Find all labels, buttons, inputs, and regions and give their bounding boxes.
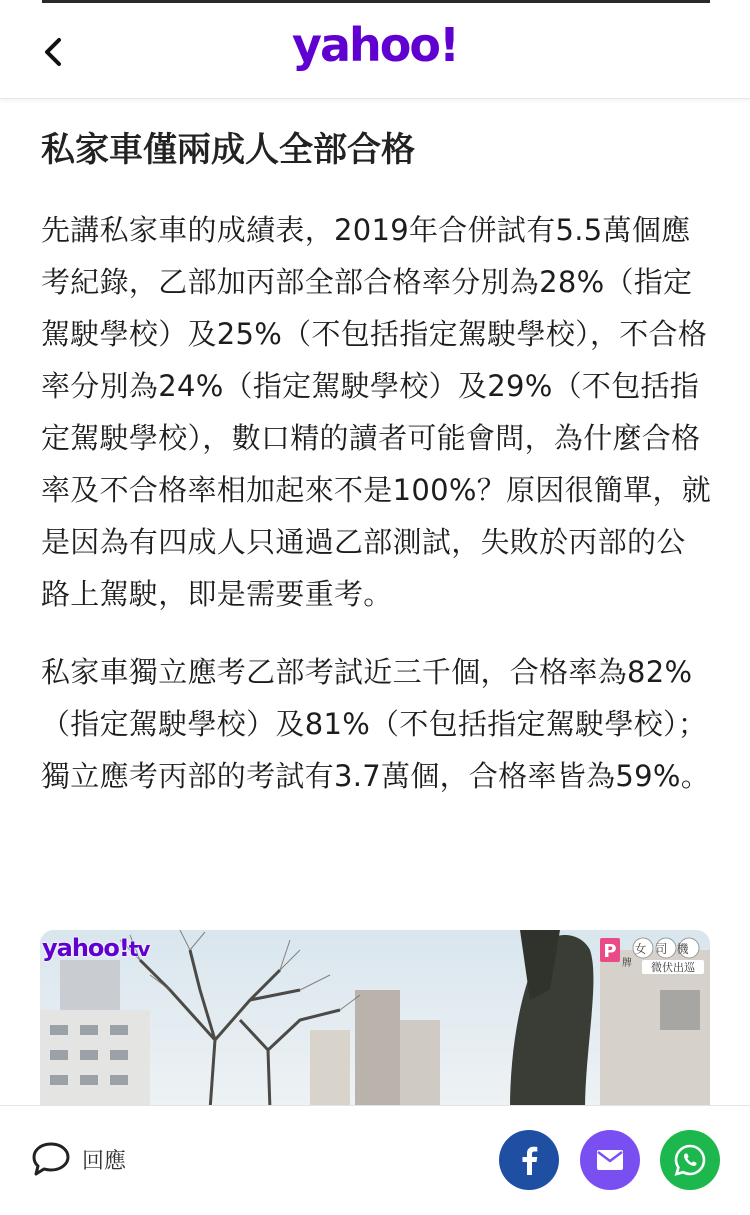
svg-text:牌: 牌 [622,958,632,969]
yahoo-logo[interactable]: yahoo! [292,18,458,72]
bottom-bar [0,1105,750,1215]
svg-text:P: P [603,941,617,962]
whatsapp-icon [673,1143,707,1177]
share-email-button[interactable] [580,1130,640,1190]
speech-bubble-icon [30,1140,72,1178]
article-paragraph: 私家車獨立應考乙部考試近三千個，合格率為82%（指定駕駛學校）及81%（不包括指定駕駛學校）；獨立應考丙部的考試有3.7萬個，合格率皆為59%。 [41,655,711,793]
article-section-title: 私家車僅兩成人全部合格 [41,130,415,170]
svg-text:微伏出巡: 微伏出巡 [651,961,695,974]
article-body [41,120,713,802]
comment-label: 回應 [82,1148,127,1174]
article-paragraph: 先講私家車的成績表，2019年合併試有5.5萬個應考紀錄，乙部加丙部全部合格率分別為28%（指定駕駛學校）及25%（不包括指定駕駛學校），不合格率分別為24%（指定駕駛學校）及29%（不包括指定駕駛學校），數口精的讀者可能會問，為什麼合格率及不合格率相加起來不是100%？原因很簡單，就是因為有四成人只通過乙部測試，失敗於丙部的公路上駕駛，即是需要重考。 [41,213,712,611]
app-header [0,4,750,99]
share-facebook-button[interactable] [499,1130,559,1190]
video-player[interactable] [40,930,710,1110]
yahoo-tv-badge: yahoo!tv [42,934,150,962]
email-icon [596,1149,624,1171]
comment-button[interactable] [30,1140,126,1178]
share-whatsapp-button[interactable] [660,1130,720,1190]
svg-text:女司機: 女司機 [634,942,698,956]
program-badge [598,934,706,974]
facebook-icon [518,1145,540,1175]
